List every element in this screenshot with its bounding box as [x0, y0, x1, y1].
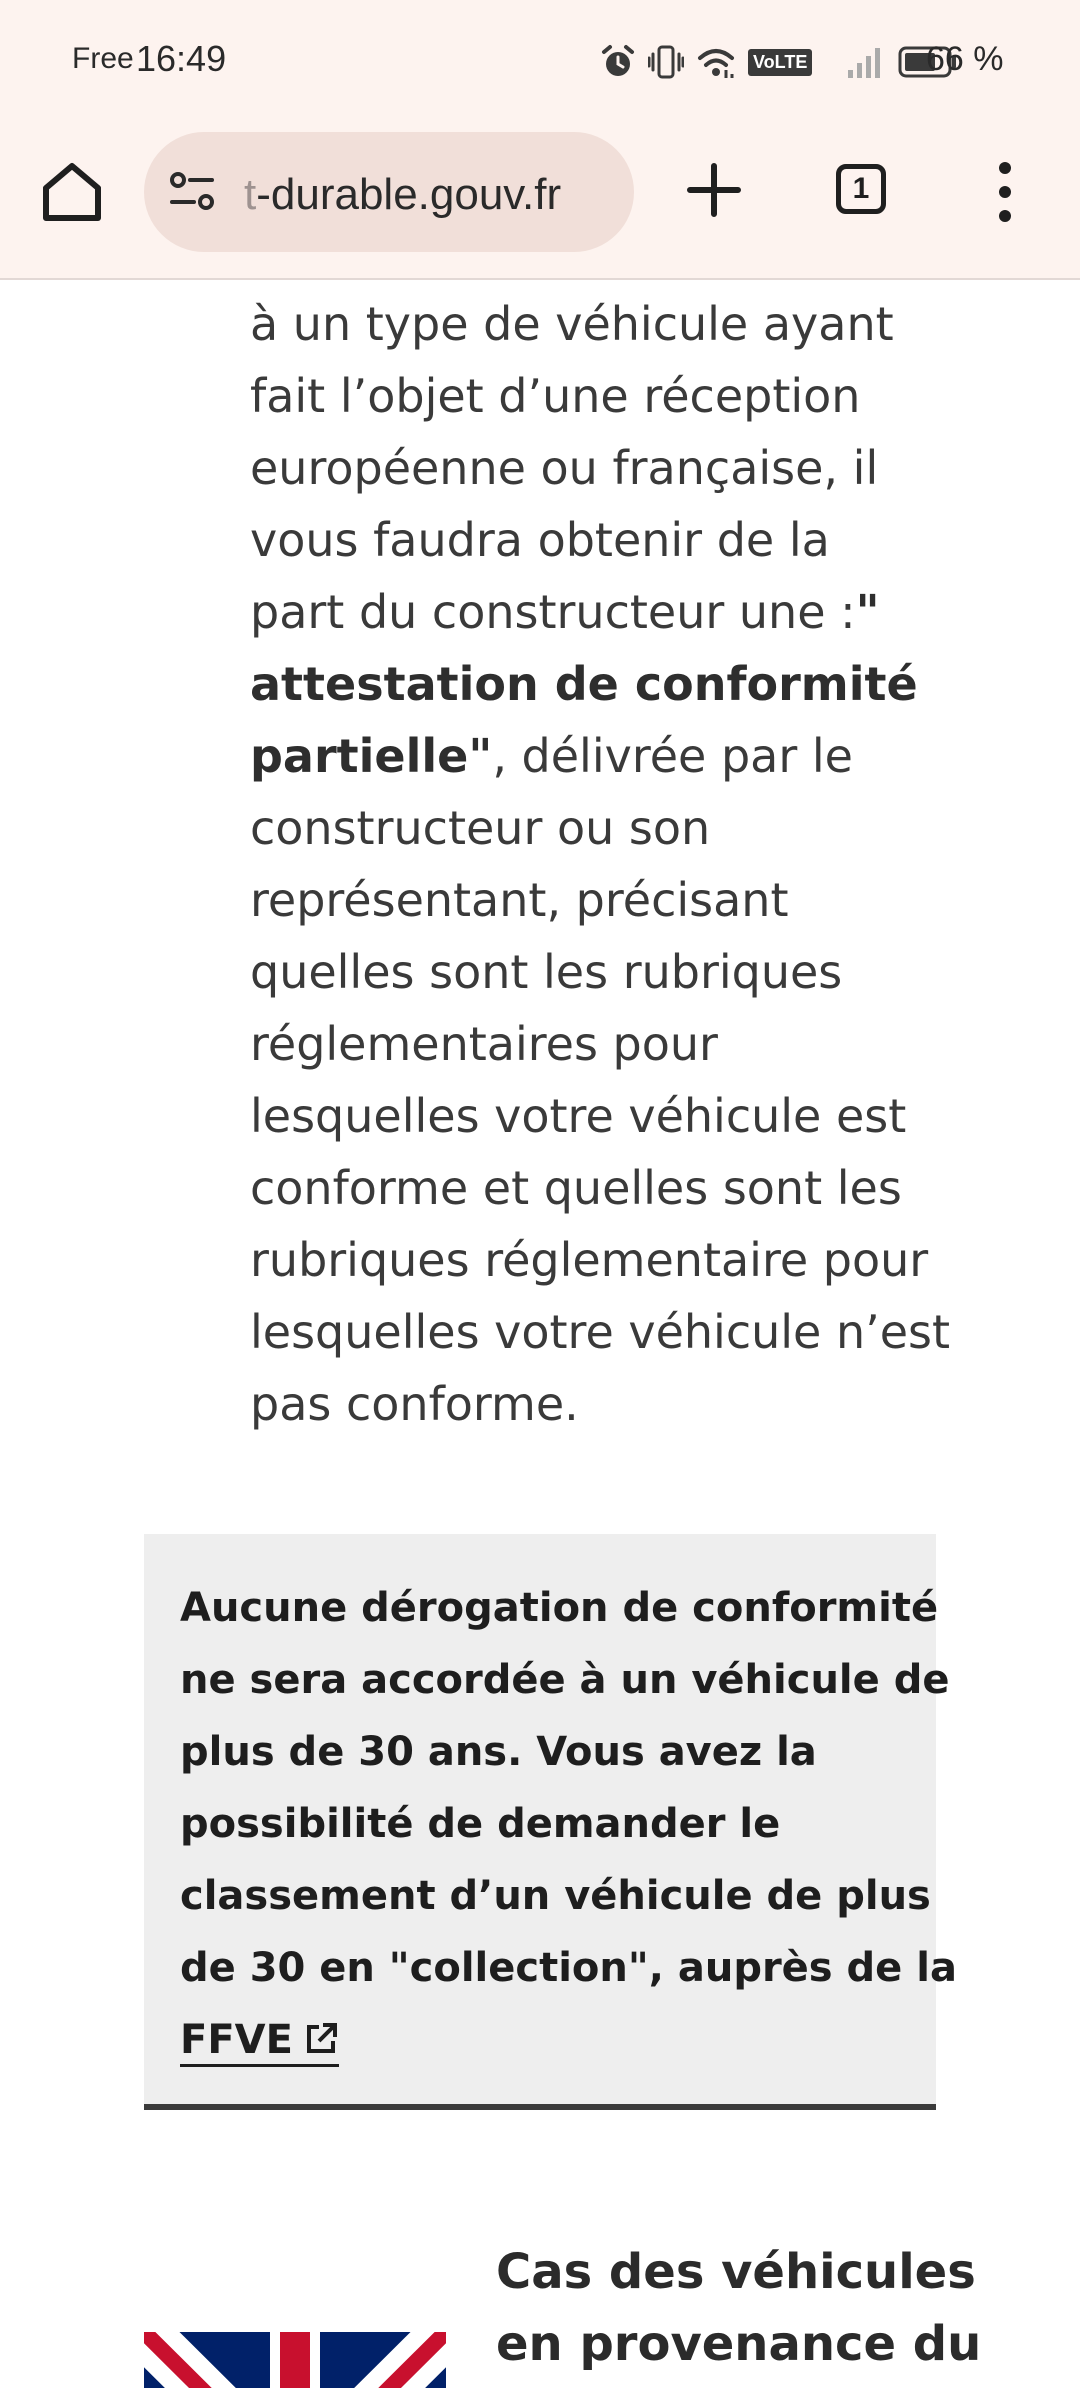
page-content [0, 280, 1080, 2388]
paragraph-line [250, 648, 950, 720]
paragraph-line [250, 792, 950, 864]
paragraph-line [250, 504, 950, 576]
text-run: à un type de véhicule ayant [250, 297, 894, 351]
status-carrier: Free [72, 42, 134, 75]
ffve-link[interactable] [180, 2016, 339, 2067]
paragraph-line [250, 1224, 950, 1296]
paragraph-line [250, 576, 950, 648]
paragraph-line [250, 936, 950, 1008]
text-run: , délivrée par le [492, 729, 853, 783]
paragraph-line [250, 1152, 950, 1224]
volte-badge: VoLTE [748, 49, 812, 76]
status-bar [0, 0, 1080, 124]
browser-toolbar [0, 124, 1080, 278]
text-run: conforme et quelles sont les [250, 1161, 902, 1215]
more-options-icon[interactable] [990, 160, 1020, 224]
text-run: fait l’objet d’une réception [250, 369, 861, 423]
paragraph-line [250, 720, 950, 792]
paragraph-line [250, 1080, 950, 1152]
paragraph-line [250, 288, 950, 360]
conformity-paragraph [250, 288, 950, 1440]
callout-line: ne sera accordée à un véhicule de [180, 1657, 950, 1703]
uk-section-title [496, 2236, 1056, 2380]
text-run: réglementaires pour [250, 1017, 718, 1071]
bold-text: " [855, 585, 880, 639]
text-run: quelles sont les rubriques [250, 945, 843, 999]
ffve-link-label: FFVE [180, 2017, 293, 2063]
url-faded-prefix: t [244, 170, 257, 219]
paragraph-line [250, 432, 950, 504]
paragraph-line [250, 1296, 950, 1368]
text-run: part du constructeur une : [250, 585, 856, 639]
battery-percentage: 66 % [926, 40, 1004, 78]
text-run: représentant, précisant [250, 873, 789, 927]
text-run: européenne ou française, il [250, 441, 879, 495]
vibrate-icon [648, 43, 684, 81]
uk-title-line-2: en provenance du [496, 2316, 982, 2372]
external-link-icon [303, 2021, 339, 2057]
warning-callout [144, 1534, 957, 2110]
url-text[interactable] [244, 170, 561, 220]
text-run: lesquelles votre véhicule est [250, 1089, 907, 1143]
paragraph-line [250, 1368, 950, 1440]
paragraph-line [250, 360, 950, 432]
text-run: pas conforme. [250, 1377, 579, 1431]
home-icon[interactable] [38, 158, 106, 226]
bold-text: attestation de conformité [250, 657, 918, 711]
callout-line: plus de 30 ans. Vous avez la [180, 1729, 817, 1775]
paragraph-line [250, 1008, 950, 1080]
url-domain: -durable.gouv.fr [256, 170, 562, 219]
browser-chrome [0, 0, 1080, 280]
text-run: vous faudra obtenir de la [250, 513, 830, 567]
site-settings-icon[interactable] [168, 170, 216, 214]
text-run: constructeur ou son [250, 801, 711, 855]
signal-icon [846, 44, 886, 80]
text-run: rubriques réglementaire pour [250, 1233, 929, 1287]
tab-switcher-button[interactable]: 1 [836, 164, 886, 214]
uk-flag-icon [144, 2332, 446, 2388]
callout-line: de 30 en "collection", auprès de la [180, 1945, 957, 1991]
callout-link-line [180, 2004, 920, 2076]
callout-line: classement d’un véhicule de plus [180, 1873, 931, 1919]
callout-text [180, 1572, 957, 2076]
bold-text: partielle" [250, 729, 493, 783]
status-time: 16:49 [136, 38, 227, 79]
alarm-icon [600, 44, 636, 80]
text-run: lesquelles votre véhicule n’est [250, 1305, 951, 1359]
callout-line: Aucune dérogation de conformité [180, 1585, 939, 1631]
address-bar[interactable] [144, 132, 634, 252]
callout-line: possibilité de demander le [180, 1801, 781, 1847]
new-tab-icon[interactable] [684, 160, 744, 220]
paragraph-line [250, 864, 950, 936]
uk-title-line-1: Cas des véhicules [496, 2244, 976, 2300]
wifi-icon [696, 44, 736, 80]
status-icons [600, 40, 958, 84]
